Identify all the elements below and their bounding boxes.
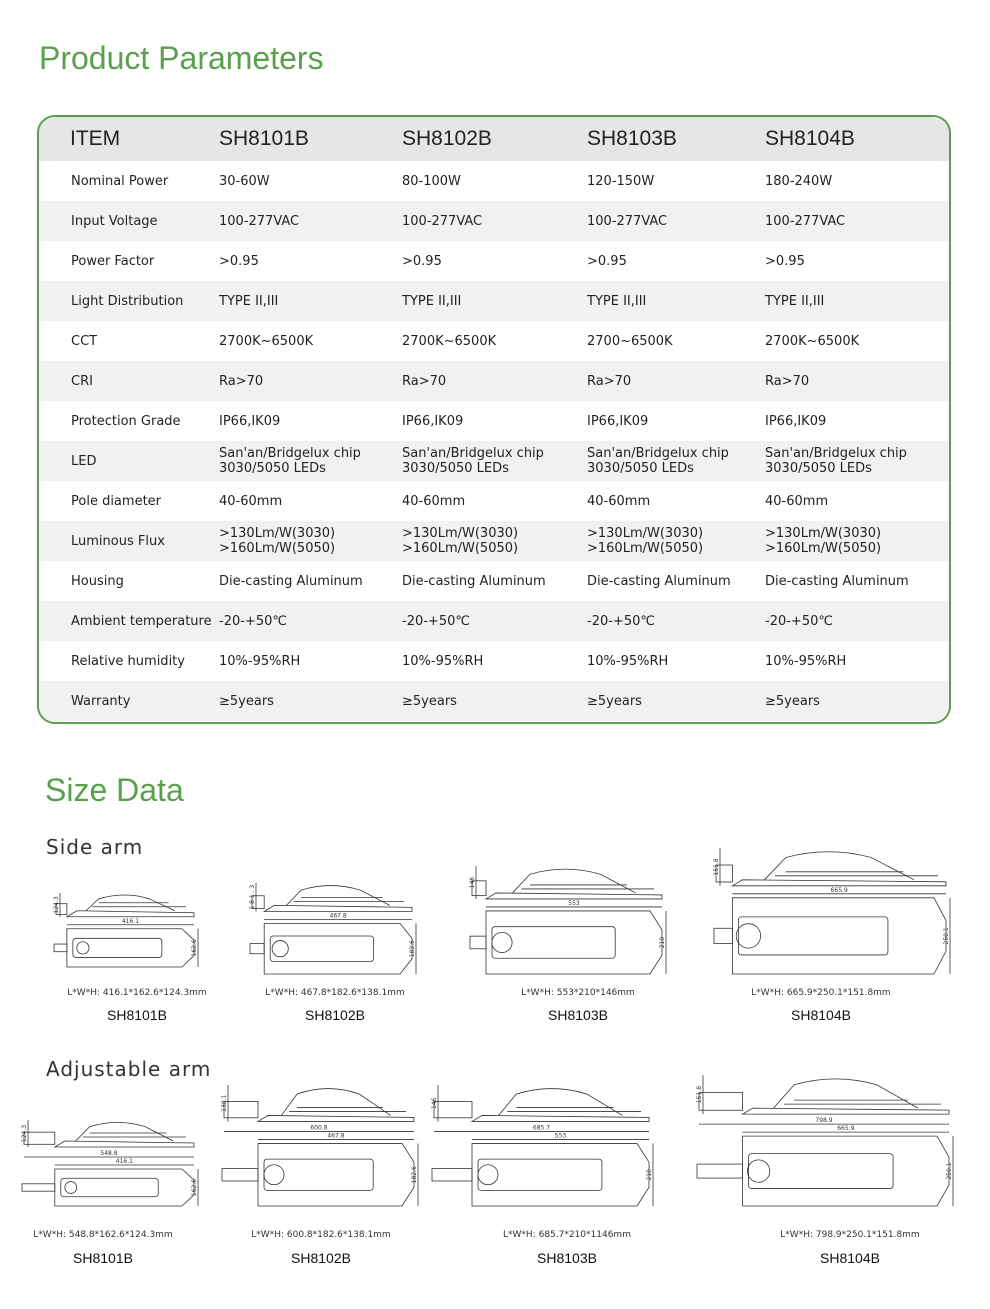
length-dimension-label: 467.8 bbox=[327, 1132, 345, 1140]
table-cell: San'an/Bridgelux chip 3030/5050 LEDs bbox=[587, 441, 765, 481]
top-view-housing bbox=[258, 1143, 414, 1206]
table-row bbox=[39, 201, 949, 241]
table-cell: 40-60mm bbox=[765, 493, 829, 509]
table-cell: >130Lm/W(3030) >160Lm/W(5050) bbox=[765, 521, 949, 561]
table-cell: Die-casting Aluminum bbox=[587, 573, 731, 589]
dimension-caption: L*W*H: 665.9*250.1*151.8mm bbox=[751, 988, 891, 998]
row-label: CCT bbox=[71, 333, 98, 349]
adjustable-arm-drawing-sh8103b bbox=[430, 1077, 655, 1212]
dimension-caption: L*W*H: 553*210*146mm bbox=[521, 988, 635, 998]
table-cell: 40-60mm bbox=[587, 493, 651, 509]
top-view-lens bbox=[478, 1159, 602, 1190]
length-dimension-label: 665.9 bbox=[837, 1125, 855, 1133]
height-dimension-label: 151.8 bbox=[696, 1085, 703, 1104]
height-dimension-label: 146 bbox=[431, 1097, 438, 1109]
dimension-caption: L*W*H: 600.8*182.6*138.1mm bbox=[251, 1230, 391, 1240]
lamp-drawing-svg bbox=[468, 858, 668, 980]
row-label: Warranty bbox=[39, 681, 219, 721]
table-cell: -20-+50℃ bbox=[219, 601, 402, 641]
table-row bbox=[39, 321, 949, 361]
adjustable-arm-drawing-sh8101b bbox=[20, 1112, 200, 1212]
width-dimension-label: 182.6 bbox=[411, 1166, 418, 1184]
width-dimension-label: 162.6 bbox=[191, 939, 198, 957]
top-view-housing bbox=[732, 898, 946, 974]
column-header: SH8102B bbox=[402, 117, 587, 161]
side-arm-heading: Side arm bbox=[46, 835, 144, 859]
table-cell: >0.95 bbox=[587, 253, 627, 269]
top-view-arm bbox=[714, 928, 732, 943]
height-dimension-label: 138.1 bbox=[221, 1094, 228, 1112]
table-cell: 2700~6500K bbox=[587, 333, 673, 349]
table-cell: TYPE II,III bbox=[219, 281, 402, 321]
dimension-caption: L*W*H: 548.8*162.6*124.3mm bbox=[33, 1230, 173, 1240]
table-row bbox=[39, 161, 949, 201]
length-dimension-label: 416.1 bbox=[121, 917, 140, 925]
side-view-fins bbox=[83, 1133, 186, 1137]
length-dimension-label: 665.9 bbox=[830, 886, 848, 894]
table-cell: Ra>70 bbox=[219, 361, 402, 401]
table-row bbox=[39, 521, 949, 561]
table-cell: >130Lm/W(3030) >160Lm/W(5050) bbox=[587, 521, 765, 561]
adjustable-arm-heading: Adjustable arm bbox=[46, 1057, 212, 1081]
side-view-fins bbox=[784, 1100, 941, 1104]
table-cell: 10%-95%RH bbox=[587, 653, 669, 669]
model-label: SH8103B bbox=[537, 1250, 597, 1266]
top-view-arm bbox=[54, 944, 67, 952]
width-dimension-label: 250.1 bbox=[946, 1162, 953, 1180]
side-view-fins bbox=[294, 897, 404, 901]
side-view-fins bbox=[775, 872, 938, 876]
side-view-fins bbox=[289, 1107, 406, 1111]
table-cell: 120-150W bbox=[587, 173, 655, 189]
model-label: SH8103B bbox=[548, 1007, 608, 1023]
height-dimension-label: 1 8 1 . 3 bbox=[249, 884, 256, 910]
side-view-base bbox=[55, 1141, 194, 1147]
table-cell: 100-277VAC bbox=[402, 201, 587, 241]
side-view-base bbox=[67, 911, 194, 917]
table-row bbox=[39, 441, 949, 481]
top-view-lens bbox=[73, 938, 162, 957]
table-cell: IP66,IK09 bbox=[219, 413, 281, 429]
model-label: SH8102B bbox=[291, 1250, 351, 1266]
table-cell: TYPE II,III bbox=[765, 281, 949, 321]
top-view-driver bbox=[747, 1160, 769, 1182]
top-view-arm bbox=[222, 1168, 258, 1181]
product-parameters-heading: Product Parameters bbox=[39, 40, 324, 76]
side-view-arm bbox=[434, 1101, 472, 1117]
top-view-lens bbox=[492, 927, 615, 959]
width-dimension-label: 182.6 bbox=[409, 940, 416, 958]
total-length-dimension-label: 548.8 bbox=[100, 1150, 118, 1157]
table-cell: 40-60mm bbox=[219, 493, 283, 509]
size-data-heading: Size Data bbox=[45, 772, 184, 808]
table-cell: TYPE II,III bbox=[402, 281, 587, 321]
model-label: SH8104B bbox=[820, 1250, 880, 1266]
model-label: SH8101B bbox=[73, 1250, 133, 1266]
total-length-dimension-label: 798.9 bbox=[815, 1117, 833, 1125]
table-cell: 80-100W bbox=[402, 173, 461, 189]
side-view-base bbox=[472, 1115, 649, 1121]
side-arm-drawing-sh8103b bbox=[468, 858, 668, 980]
side-view-base bbox=[743, 1108, 949, 1114]
top-view-driver bbox=[65, 1182, 77, 1194]
table-cell: ≥5years bbox=[765, 681, 949, 721]
side-view-fins bbox=[507, 1107, 641, 1111]
adjustable-arm-drawing-sh8104b bbox=[695, 1067, 955, 1212]
table-cell: 30-60W bbox=[219, 173, 270, 189]
row-label: Luminous Flux bbox=[39, 521, 219, 561]
table-cell: 10%-95%RH bbox=[402, 653, 484, 669]
top-view-driver bbox=[736, 924, 760, 948]
table-cell: >0.95 bbox=[765, 253, 805, 269]
total-length-dimension-label: 685.7 bbox=[532, 1124, 551, 1132]
table-cell: Die-casting Aluminum bbox=[765, 573, 909, 589]
table-cell: San'an/Bridgelux chip 3030/5050 LEDs bbox=[765, 441, 949, 481]
dimension-caption: L*W*H: 416.1*162.6*124.3mm bbox=[67, 988, 207, 998]
table-cell: Ra>70 bbox=[402, 361, 587, 401]
top-view-housing bbox=[743, 1136, 949, 1206]
lamp-drawing-svg bbox=[220, 1077, 420, 1212]
table-row bbox=[39, 481, 949, 521]
side-arm-drawing-sh8101b bbox=[52, 885, 200, 973]
model-label: SH8104B bbox=[791, 1007, 851, 1023]
side-view-dome bbox=[76, 1122, 173, 1141]
table-cell: >130Lm/W(3030) >160Lm/W(5050) bbox=[402, 521, 587, 561]
dimension-caption: L*W*H: 798.9*250.1*151.8mm bbox=[780, 1230, 920, 1240]
side-view-fins bbox=[521, 885, 654, 889]
table-cell: San'an/Bridgelux chip 3030/5050 LEDs bbox=[219, 441, 402, 481]
row-label: Power Factor bbox=[71, 253, 155, 269]
table-cell: ≥5years bbox=[219, 681, 402, 721]
top-view-lens bbox=[749, 1154, 893, 1189]
column-header: SH8101B bbox=[219, 117, 402, 161]
parameters-header-row bbox=[39, 117, 949, 161]
table-cell: ≥5years bbox=[402, 681, 587, 721]
table-cell: IP66,IK09 bbox=[402, 413, 464, 429]
top-view-lens bbox=[270, 936, 373, 961]
height-dimension-label: 151.8 bbox=[713, 858, 720, 876]
dimension-caption: L*W*H: 685.7*210*1146mm bbox=[503, 1230, 631, 1240]
table-cell: 100-277VAC bbox=[587, 201, 765, 241]
lamp-drawing-svg bbox=[52, 885, 200, 973]
side-view-base bbox=[732, 880, 946, 886]
model-label: SH8102B bbox=[305, 1007, 365, 1023]
table-row bbox=[39, 641, 949, 681]
side-view-arm bbox=[699, 1093, 743, 1111]
table-row bbox=[39, 601, 949, 641]
table-cell: Ra>70 bbox=[765, 361, 949, 401]
table-cell: ≥5years bbox=[587, 681, 765, 721]
top-view-lens bbox=[61, 1178, 158, 1197]
table-row bbox=[39, 241, 949, 281]
row-label: LED bbox=[39, 441, 219, 481]
width-dimension-label: 210 bbox=[646, 1168, 653, 1181]
table-cell: IP66,IK09 bbox=[587, 413, 649, 429]
length-dimension-label: 416.1 bbox=[115, 1158, 133, 1165]
lamp-drawing-svg bbox=[248, 875, 418, 980]
side-arm-drawing-sh8104b bbox=[712, 840, 952, 980]
table-cell: >0.95 bbox=[402, 253, 442, 269]
top-view-driver bbox=[77, 942, 89, 954]
height-dimension-label: 124.3 bbox=[53, 896, 60, 914]
column-header: SH8104B bbox=[765, 117, 949, 161]
row-label: Ambient temperature bbox=[39, 601, 219, 641]
column-header: SH8103B bbox=[587, 117, 765, 161]
table-cell: 180-240W bbox=[765, 173, 833, 189]
row-label: Protection Grade bbox=[71, 413, 181, 429]
top-view-lens bbox=[264, 1159, 373, 1190]
table-cell: 2700K~6500K bbox=[402, 333, 497, 349]
top-view-driver bbox=[478, 1165, 498, 1185]
side-arm-drawing-sh8102b bbox=[248, 875, 418, 980]
table-cell: -20-+50℃ bbox=[587, 601, 765, 641]
model-label: SH8101B bbox=[107, 1007, 167, 1023]
width-dimension-label: 250.1 bbox=[943, 927, 950, 945]
table-cell: 2700K~6500K bbox=[765, 333, 860, 349]
side-view-arm bbox=[24, 1132, 55, 1144]
side-view-fins bbox=[92, 903, 186, 907]
parameters-table bbox=[39, 117, 949, 721]
dimension-caption: L*W*H: 467.8*182.6*138.1mm bbox=[265, 988, 405, 998]
table-row bbox=[39, 361, 949, 401]
table-cell: -20-+50℃ bbox=[765, 601, 949, 641]
side-view-arm bbox=[224, 1101, 258, 1117]
table-cell: -20-+50℃ bbox=[402, 601, 587, 641]
lamp-drawing-svg bbox=[20, 1112, 200, 1212]
table-cell: >130Lm/W(3030) >160Lm/W(5050) bbox=[219, 521, 402, 561]
table-cell: 100-277VAC bbox=[765, 201, 949, 241]
side-view-base bbox=[486, 893, 662, 899]
table-cell: IP66,IK09 bbox=[765, 413, 827, 429]
top-view-arm bbox=[432, 1168, 472, 1181]
row-label: Light Distribution bbox=[39, 281, 219, 321]
adjustable-arm-drawing-sh8102b bbox=[220, 1077, 420, 1212]
table-cell: >0.95 bbox=[219, 253, 259, 269]
row-label: CRI bbox=[39, 361, 219, 401]
side-view-dome bbox=[286, 886, 389, 906]
row-label: Input Voltage bbox=[39, 201, 219, 241]
lamp-drawing-svg bbox=[695, 1067, 955, 1212]
length-dimension-label: 553 bbox=[568, 899, 580, 907]
table-row bbox=[39, 281, 949, 321]
top-view-housing bbox=[67, 929, 194, 967]
length-dimension-label: 553 bbox=[554, 1132, 567, 1140]
side-view-base bbox=[258, 1115, 414, 1121]
width-dimension-label: 162.6 bbox=[191, 1178, 198, 1197]
table-cell: 2700K~6500K bbox=[219, 333, 314, 349]
table-cell: Die-casting Aluminum bbox=[402, 573, 546, 589]
side-view-base bbox=[264, 905, 412, 911]
top-view-arm bbox=[250, 944, 264, 954]
table-cell: San'an/Bridgelux chip 3030/5050 LEDs bbox=[402, 441, 587, 481]
top-view-driver bbox=[492, 932, 512, 952]
height-dimension-label: 124.3 bbox=[21, 1124, 28, 1143]
row-label: Pole diameter bbox=[71, 493, 162, 509]
top-view-driver bbox=[264, 1165, 284, 1185]
top-view-arm bbox=[697, 1164, 743, 1178]
top-view-housing bbox=[472, 1143, 649, 1206]
parameters-panel bbox=[37, 115, 951, 724]
lamp-drawing-svg bbox=[712, 840, 952, 980]
length-dimension-label: 467.8 bbox=[329, 912, 347, 920]
width-dimension-label: 210 bbox=[659, 936, 666, 949]
height-dimension-label: 146 bbox=[469, 876, 476, 889]
table-cell: 100-277VAC bbox=[219, 201, 402, 241]
column-header: ITEM bbox=[39, 117, 219, 161]
top-view-housing bbox=[264, 923, 412, 974]
row-label: Housing bbox=[71, 573, 124, 589]
top-view-driver bbox=[272, 941, 288, 957]
table-cell: 10%-95%RH bbox=[765, 653, 847, 669]
lamp-drawing-svg bbox=[430, 1077, 655, 1212]
top-view-arm bbox=[22, 1184, 55, 1191]
total-length-dimension-label: 600.8 bbox=[310, 1124, 328, 1132]
table-row bbox=[39, 401, 949, 441]
side-view-dome bbox=[512, 869, 635, 893]
top-view-housing bbox=[55, 1169, 194, 1206]
table-cell: Ra>70 bbox=[587, 361, 765, 401]
table-row bbox=[39, 681, 949, 721]
table-row bbox=[39, 561, 949, 601]
table-cell: TYPE II,III bbox=[587, 281, 765, 321]
table-cell: 40-60mm bbox=[402, 493, 466, 509]
table-cell: 10%-95%RH bbox=[219, 653, 301, 669]
row-label: Nominal Power bbox=[71, 173, 169, 189]
row-label: Relative humidity bbox=[71, 653, 185, 669]
table-cell: Die-casting Aluminum bbox=[219, 573, 363, 589]
top-view-arm bbox=[470, 936, 486, 949]
